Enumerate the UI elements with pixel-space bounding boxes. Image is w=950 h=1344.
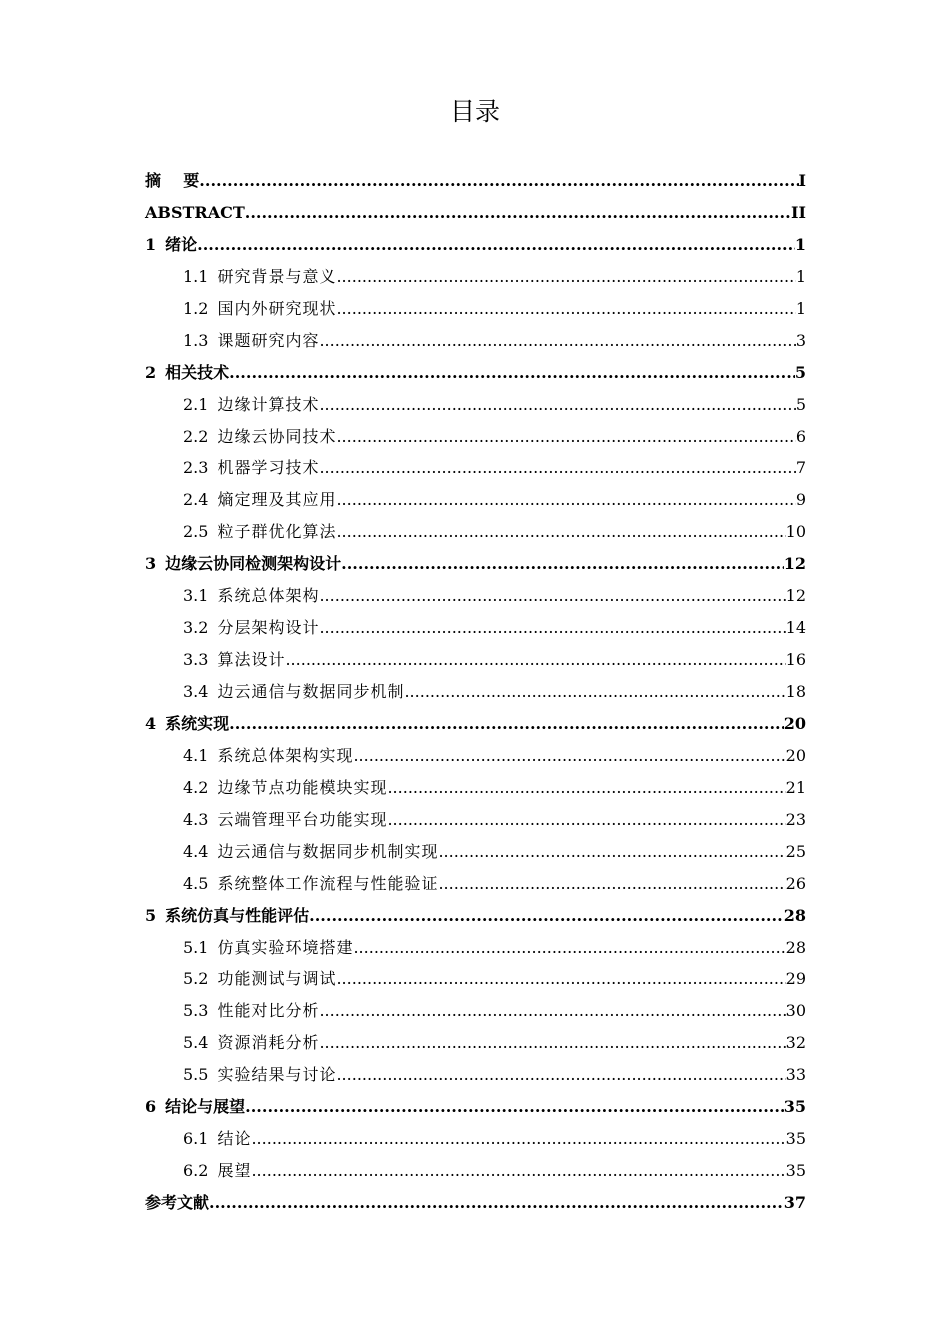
toc-section-entry[interactable] bbox=[145, 995, 806, 1027]
toc-dot-leader bbox=[319, 325, 795, 357]
toc-entry-number: 2.1 bbox=[183, 394, 209, 414]
toc-page-number: 35 bbox=[785, 1129, 806, 1149]
toc-page-number: 5 bbox=[795, 394, 806, 414]
table-of-contents bbox=[145, 165, 806, 1219]
toc-page-number: 3 bbox=[795, 330, 806, 350]
toc-page-number: 25 bbox=[785, 841, 806, 861]
toc-page-number: 20 bbox=[783, 713, 806, 733]
toc-section-entry[interactable] bbox=[145, 325, 806, 357]
toc-entry-number: 3.3 bbox=[183, 650, 209, 670]
toc-page-number: 12 bbox=[785, 586, 806, 606]
toc-dot-leader bbox=[438, 836, 785, 868]
toc-entry-number: 2.4 bbox=[183, 490, 209, 510]
toc-section-entry[interactable] bbox=[145, 516, 806, 548]
toc-entry-label: 边缘云协同检测架构设计 bbox=[165, 554, 342, 574]
toc-dot-leader bbox=[438, 868, 785, 900]
toc-page-number: II bbox=[791, 202, 806, 222]
toc-entry-number: 4.2 bbox=[183, 777, 209, 797]
toc-entry-number: 4.3 bbox=[183, 809, 209, 829]
toc-section-entry[interactable] bbox=[145, 932, 806, 964]
toc-chapter-entry[interactable] bbox=[145, 357, 806, 389]
toc-section-entry[interactable] bbox=[145, 580, 806, 612]
toc-entry-number: 1.3 bbox=[183, 330, 209, 350]
toc-dot-leader bbox=[336, 421, 795, 453]
toc-page-number: 20 bbox=[785, 745, 806, 765]
toc-dot-leader bbox=[285, 644, 785, 676]
toc-entry-label: 系统整体工作流程与性能验证 bbox=[217, 873, 439, 893]
toc-chapter-entry[interactable] bbox=[145, 1091, 806, 1123]
toc-section-entry[interactable] bbox=[145, 389, 806, 421]
toc-page-number: 1 bbox=[794, 234, 806, 254]
toc-entry-number: 2.3 bbox=[183, 458, 209, 478]
toc-entry-number: 1 bbox=[145, 234, 157, 254]
toc-chapter-entry[interactable] bbox=[145, 900, 806, 932]
toc-entry-number: 6 bbox=[145, 1097, 157, 1117]
toc-page-number: 28 bbox=[783, 905, 806, 925]
toc-entry-label: 参考文献 bbox=[145, 1193, 210, 1212]
toc-dot-leader bbox=[387, 772, 785, 804]
toc-section-entry[interactable] bbox=[145, 963, 806, 995]
toc-entry-label: 资源消耗分析 bbox=[217, 1033, 320, 1053]
toc-page-number: 26 bbox=[785, 873, 806, 893]
toc-dot-leader bbox=[341, 548, 784, 580]
toc-dot-leader bbox=[319, 580, 785, 612]
toc-dot-leader bbox=[319, 1027, 785, 1059]
toc-entry-label: 系统总体架构实现 bbox=[217, 745, 354, 765]
toc-dot-leader bbox=[387, 804, 785, 836]
toc-section-entry[interactable] bbox=[145, 1155, 806, 1187]
toc-page-number: 30 bbox=[785, 1001, 806, 1021]
toc-dot-leader bbox=[309, 900, 784, 932]
toc-section-entry[interactable] bbox=[145, 484, 806, 516]
toc-page-number: 32 bbox=[785, 1033, 806, 1053]
toc-entry-number: 5 bbox=[145, 905, 157, 925]
toc-entry-label: 系统总体架构 bbox=[217, 586, 320, 606]
toc-entry-label: 算法设计 bbox=[217, 650, 286, 670]
toc-dot-leader bbox=[251, 1155, 785, 1187]
toc-chapter-entry[interactable] bbox=[145, 229, 806, 261]
toc-dot-leader bbox=[336, 293, 795, 325]
toc-entry-number: 2.5 bbox=[183, 522, 209, 542]
toc-section-entry[interactable] bbox=[145, 1027, 806, 1059]
toc-dot-leader bbox=[229, 708, 784, 740]
toc-page-number: 33 bbox=[785, 1065, 806, 1085]
toc-dot-leader bbox=[229, 357, 795, 389]
toc-entry-label: 系统仿真与性能评估 bbox=[165, 905, 310, 925]
toc-entry-label: 性能对比分析 bbox=[217, 1001, 320, 1021]
toc-page-number: I bbox=[798, 171, 806, 190]
toc-entry-label: 结论与展望 bbox=[165, 1097, 246, 1117]
toc-entry-label: 结论 bbox=[217, 1129, 252, 1149]
toc-page-number: 29 bbox=[785, 969, 806, 989]
page-title: 目录 bbox=[449, 97, 500, 126]
toc-dot-leader bbox=[197, 229, 795, 261]
toc-page-number: 14 bbox=[785, 618, 806, 638]
toc-entry-label: 熵定理及其应用 bbox=[217, 490, 337, 510]
toc-page-number: 18 bbox=[785, 682, 806, 701]
toc-entry-number: 5.2 bbox=[183, 969, 209, 989]
toc-dot-leader bbox=[353, 740, 785, 772]
toc-dot-leader bbox=[353, 932, 785, 964]
toc-entry-label: 边缘节点功能模块实现 bbox=[217, 777, 388, 797]
toc-dot-leader bbox=[251, 1123, 785, 1155]
toc-dot-leader bbox=[245, 197, 791, 229]
toc-section-entry[interactable] bbox=[145, 293, 806, 325]
toc-entry-number: 6.2 bbox=[183, 1161, 209, 1181]
toc-entry-label: 粒子群优化算法 bbox=[217, 522, 337, 542]
toc-entry-number: 4.5 bbox=[183, 873, 209, 893]
toc-section-entry[interactable] bbox=[145, 1059, 806, 1091]
toc-entry-number: 3 bbox=[145, 554, 157, 574]
toc-dot-leader bbox=[336, 1059, 785, 1091]
toc-section-entry[interactable] bbox=[145, 676, 806, 708]
toc-page-number: 1 bbox=[795, 298, 806, 318]
toc-section-entry[interactable] bbox=[145, 644, 806, 676]
toc-page-number: 35 bbox=[785, 1161, 806, 1181]
toc-chapter-entry[interactable] bbox=[145, 197, 806, 229]
toc-chapter-entry[interactable] bbox=[145, 708, 806, 740]
toc-page-number: 5 bbox=[794, 362, 806, 382]
toc-entry-label: 机器学习技术 bbox=[217, 458, 320, 478]
toc-page-number: 35 bbox=[783, 1097, 806, 1117]
toc-entry-label: 实验结果与讨论 bbox=[217, 1065, 337, 1085]
toc-entry-label: 云端管理平台功能实现 bbox=[217, 809, 388, 829]
toc-entry-number: 4.1 bbox=[183, 745, 209, 765]
toc-entry-label: 摘 要 bbox=[145, 171, 200, 190]
toc-entry-number: 5.5 bbox=[183, 1065, 209, 1085]
toc-entry-number: 6.1 bbox=[183, 1129, 209, 1149]
toc-dot-leader bbox=[336, 963, 785, 995]
toc-entry-label: 功能测试与调试 bbox=[217, 969, 337, 989]
toc-entry-label: 绪论 bbox=[165, 234, 198, 254]
toc-entry-label: 课题研究内容 bbox=[217, 330, 320, 350]
toc-entry-number: 2.2 bbox=[183, 426, 209, 446]
toc-entry-number: 5.1 bbox=[183, 937, 209, 957]
toc-section-entry[interactable] bbox=[145, 868, 806, 900]
toc-chapter-entry[interactable] bbox=[145, 165, 806, 197]
toc-entry-number: 4.4 bbox=[183, 841, 209, 861]
toc-page-number: 21 bbox=[785, 777, 806, 797]
toc-dot-leader bbox=[245, 1091, 784, 1123]
toc-dot-leader bbox=[336, 484, 795, 516]
toc-entry-label: 相关技术 bbox=[165, 362, 230, 382]
toc-chapter-entry[interactable] bbox=[145, 1187, 806, 1219]
toc-page-number: 28 bbox=[785, 937, 806, 957]
toc-section-entry[interactable] bbox=[145, 452, 806, 484]
toc-section-entry[interactable] bbox=[145, 421, 806, 453]
toc-entry-number: 2 bbox=[145, 362, 157, 382]
toc-entry-number: 5.3 bbox=[183, 1001, 209, 1021]
toc-entry-label: 展望 bbox=[217, 1161, 252, 1181]
toc-page-number: 37 bbox=[783, 1193, 806, 1212]
toc-entry-number: 4 bbox=[145, 713, 157, 733]
toc-entry-label: 分层架构设计 bbox=[217, 618, 320, 638]
toc-dot-leader bbox=[404, 676, 785, 708]
toc-entry-number: 1.2 bbox=[183, 298, 209, 318]
toc-page-number: 1 bbox=[795, 266, 806, 286]
toc-section-entry[interactable] bbox=[145, 1123, 806, 1155]
toc-entry-label: 研究背景与意义 bbox=[217, 266, 337, 286]
toc-entry-label: 边云通信与数据同步机制 bbox=[217, 682, 405, 701]
toc-entry-number: 3.4 bbox=[183, 682, 209, 701]
toc-chapter-entry[interactable] bbox=[145, 548, 806, 580]
toc-page-number: 6 bbox=[795, 426, 806, 446]
toc-page-number: 9 bbox=[795, 490, 806, 510]
toc-dot-leader bbox=[319, 995, 785, 1027]
toc-entry-label: 边缘云协同技术 bbox=[217, 426, 337, 446]
toc-entry-label: 国内外研究现状 bbox=[217, 298, 337, 318]
toc-page-number: 16 bbox=[785, 650, 806, 670]
toc-entry-label: 边云通信与数据同步机制实现 bbox=[217, 841, 439, 861]
toc-section-entry[interactable] bbox=[145, 836, 806, 868]
toc-page-number: 23 bbox=[785, 809, 806, 829]
toc-entry-label: 仿真实验环境搭建 bbox=[217, 937, 354, 957]
toc-dot-leader bbox=[199, 165, 798, 197]
toc-dot-leader bbox=[209, 1187, 784, 1219]
toc-section-entry[interactable] bbox=[145, 612, 806, 644]
toc-entry-label: 边缘计算技术 bbox=[217, 394, 320, 414]
toc-page-number: 7 bbox=[795, 458, 806, 478]
toc-entry-number: 1.1 bbox=[183, 266, 209, 286]
toc-entry-number: 3.2 bbox=[183, 618, 209, 638]
toc-entry-label: 系统实现 bbox=[165, 713, 230, 733]
toc-page-number: 12 bbox=[783, 554, 806, 574]
toc-dot-leader bbox=[319, 389, 795, 421]
toc-entry-number: 5.4 bbox=[183, 1033, 209, 1053]
toc-entry-label: ABSTRACT bbox=[145, 202, 245, 222]
toc-page-number: 10 bbox=[785, 522, 806, 542]
toc-section-entry[interactable] bbox=[145, 740, 806, 772]
toc-section-entry[interactable] bbox=[145, 772, 806, 804]
toc-dot-leader bbox=[336, 516, 785, 548]
toc-section-entry[interactable] bbox=[145, 261, 806, 293]
toc-dot-leader bbox=[319, 452, 795, 484]
toc-dot-leader bbox=[336, 261, 795, 293]
toc-entry-number: 3.1 bbox=[183, 586, 209, 606]
toc-dot-leader bbox=[319, 612, 785, 644]
toc-section-entry[interactable] bbox=[145, 804, 806, 836]
